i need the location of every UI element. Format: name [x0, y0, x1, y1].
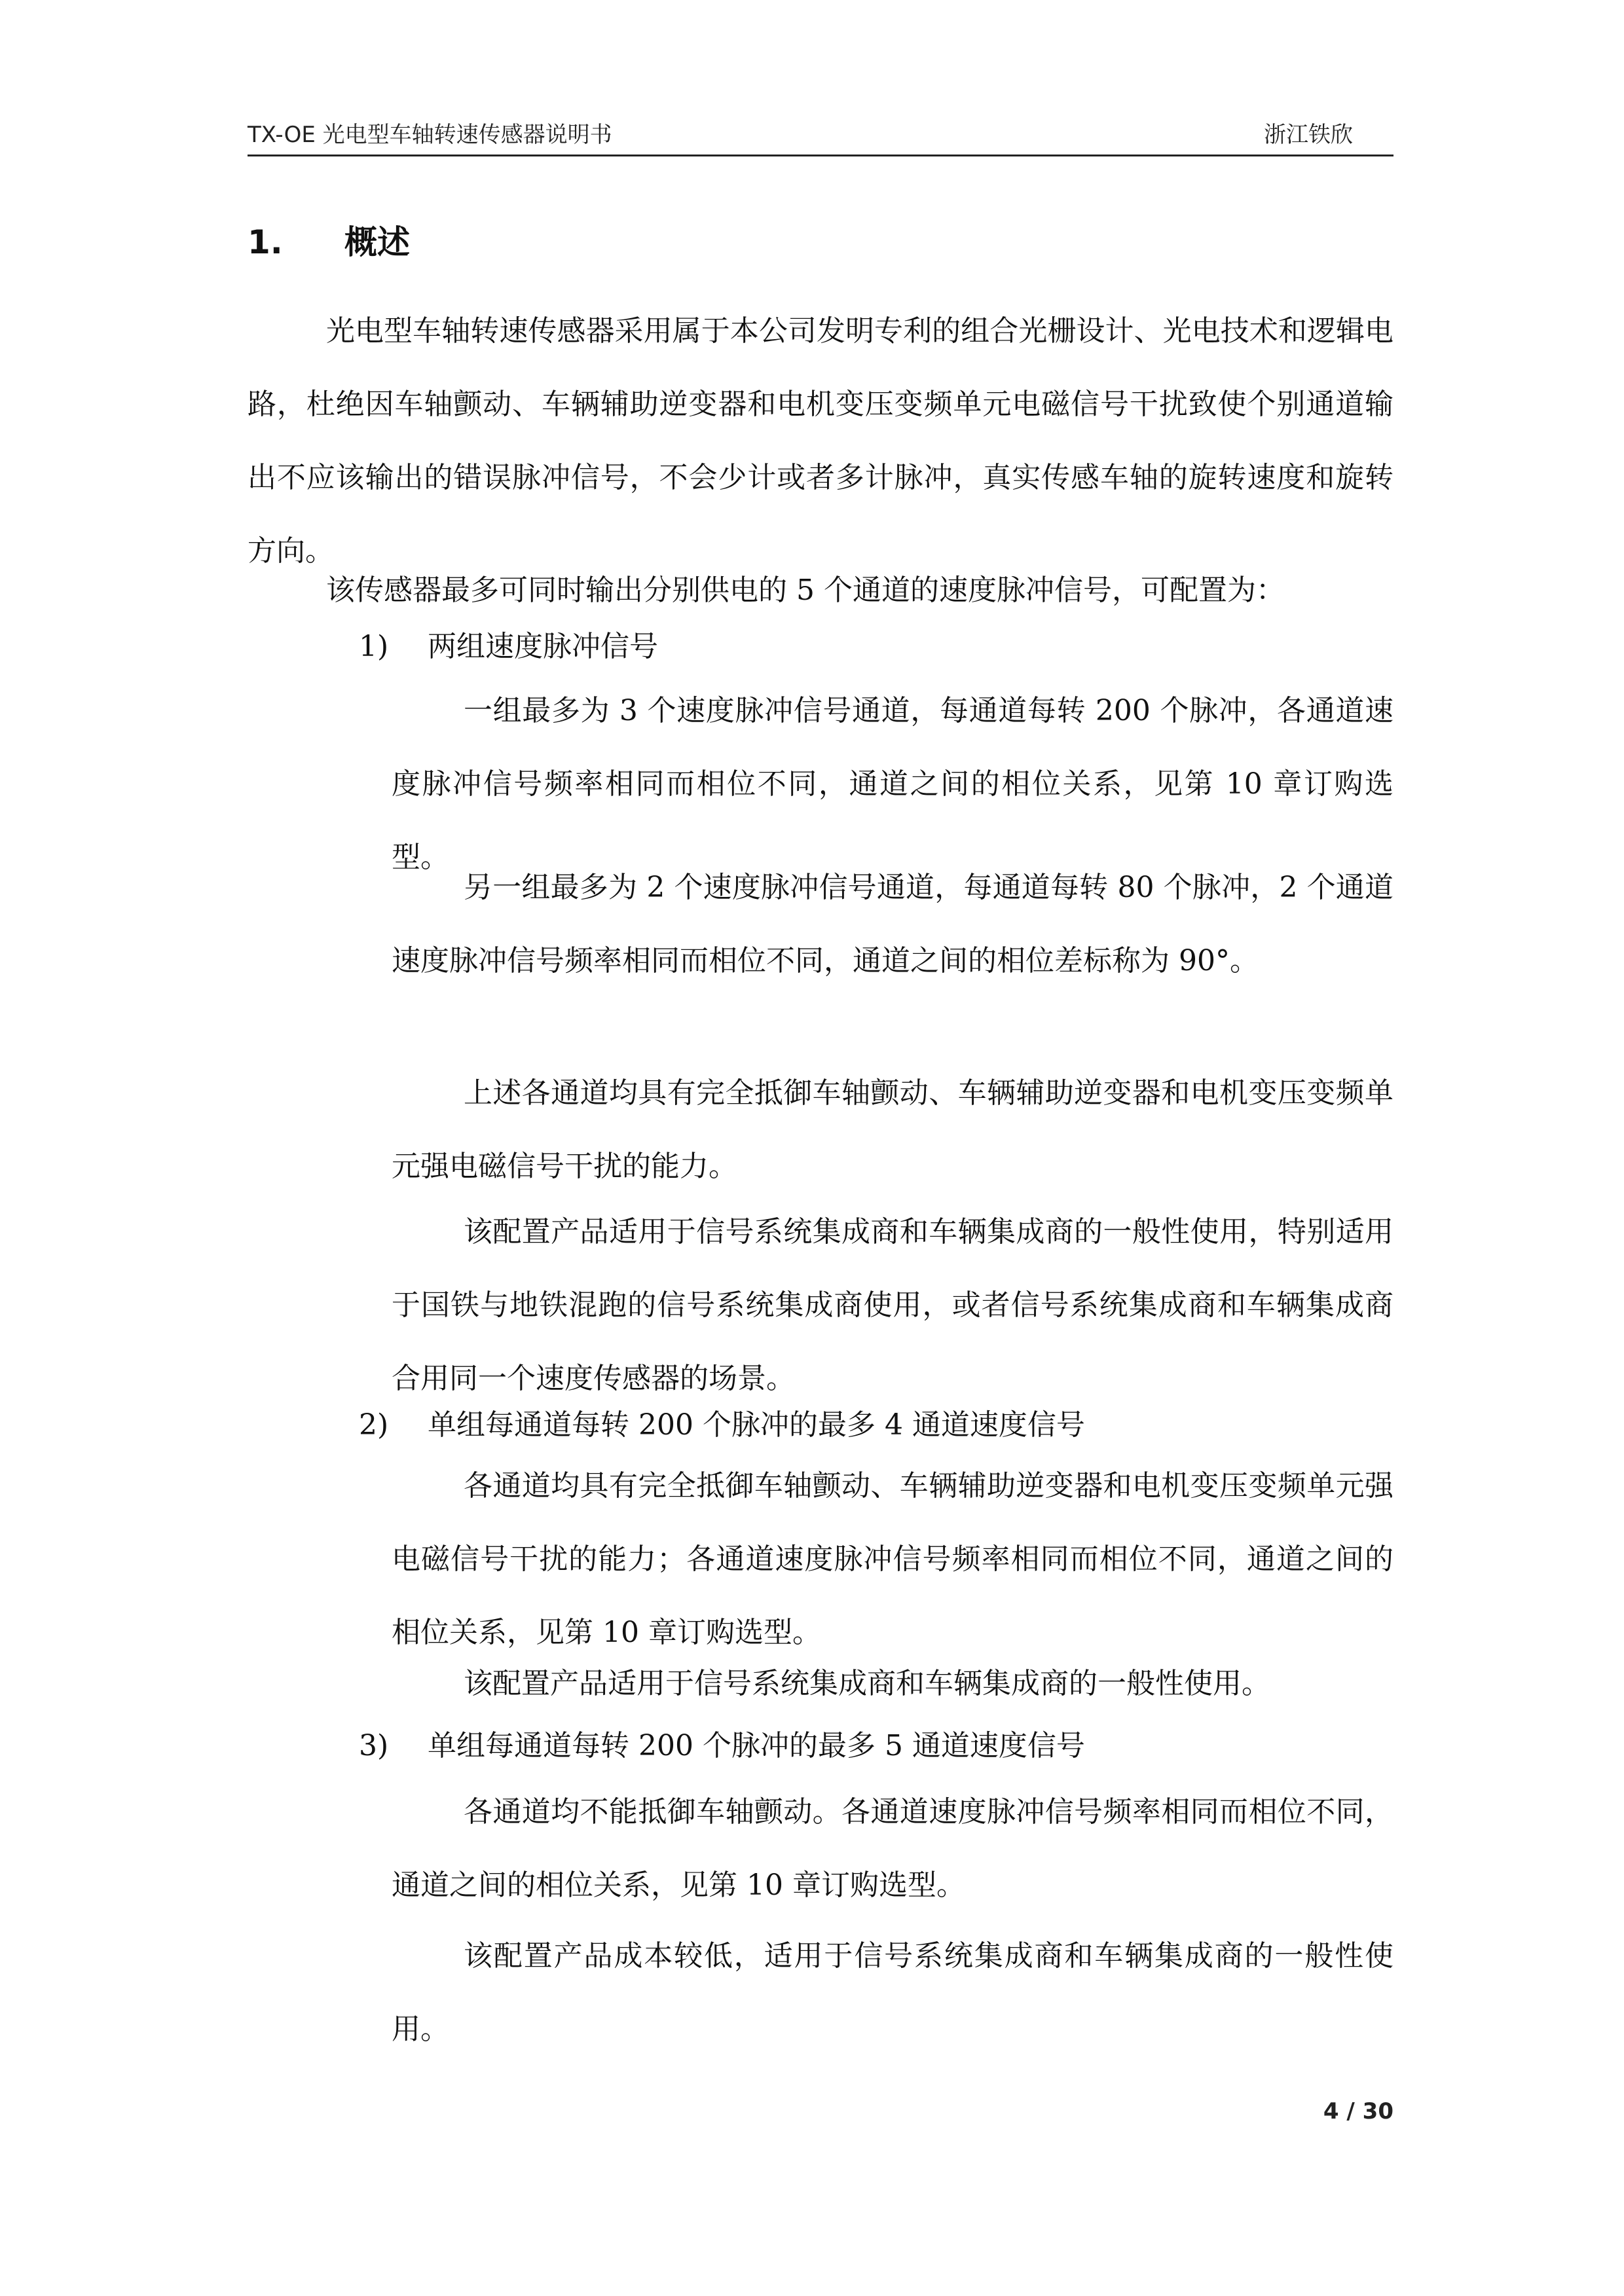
intro-paragraph: 光电型车轴转速传感器采用属于本公司发明专利的组合光栅设计、光电技术和逻辑电路，杜绝因车轴颤动、车辆辅助逆变器和电机变压变频单元电磁信号干扰致使个别通道输出不应该输出的错误脉冲信号，不会少计或者多计脉冲，真实传感车轴的旋转速度和旋转方向。 [248, 314, 1393, 568]
section-title: 概述 [344, 223, 410, 261]
page-number: 4 / 30 [1323, 2098, 1393, 2124]
list-item-1 [359, 610, 1393, 683]
item-1-paragraph-2: 另一组最多为 2 个速度脉冲信号通道，每通道每转 80 个脉冲，2 个通道速度脉冲信号频率相同而相位不同，通道之间的相位差标称为 90°。 [392, 871, 1393, 977]
list-item-title: 单组每通道每转 200 个脉冲的最多 5 通道速度信号 [428, 1729, 1085, 1762]
list-marker: 1) [359, 630, 389, 663]
section-heading [248, 216, 410, 263]
document-title: TX-OE 光电型车轴转速传感器说明书 [248, 122, 612, 148]
item-2-paragraph-2: 该配置产品适用于信号系统集成商和车辆集成商的一般性使用。 [464, 1667, 1270, 1700]
list-marker: 2) [359, 1408, 389, 1442]
list-item-3 [359, 1709, 1393, 1783]
item-2-paragraph-1: 各通道均具有完全抵御车轴颤动、车辆辅助逆变器和电机变压变频单元强电磁信号干扰的能力；各通道速度脉冲信号频率相同而相位不同，通道之间的相位关系，见第 10 章订购选型。 [392, 1469, 1393, 1649]
company-name: 浙江铁欣 [1264, 122, 1353, 148]
item-1-paragraph-4: 该配置产品适用于信号系统集成商和车辆集成商的一般性使用，特别适用于国铁与地铁混跑的信号系统集成商使用，或者信号系统集成商和车辆集成商合用同一个速度传感器的场景。 [392, 1215, 1393, 1395]
list-item-title: 单组每通道每转 200 个脉冲的最多 4 通道速度信号 [428, 1408, 1085, 1442]
item-1-paragraph-1: 一组最多为 3 个速度脉冲信号通道，每通道每转 200 个脉冲，各通道速度脉冲信号频率相同而相位不同，通道之间的相位关系，见第 10 章订购选型。 [392, 694, 1393, 874]
config-intro-paragraph: 该传感器最多可同时输出分别供电的 5 个通道的速度脉冲信号，可配置为： [326, 574, 1285, 607]
item-1-paragraph-3: 上述各通道均具有完全抵御车轴颤动、车辆辅助逆变器和电机变压变频单元强电磁信号干扰的能力。 [392, 1076, 1393, 1183]
section-number: 1. [248, 223, 283, 261]
list-marker: 3) [359, 1729, 389, 1762]
page-header [248, 117, 1393, 156]
item-3-paragraph-2: 该配置产品成本较低，适用于信号系统集成商和车辆集成商的一般性使用。 [392, 1939, 1393, 2046]
item-3-paragraph-1: 各通道均不能抵御车轴颤动。各通道速度脉冲信号频率相同而相位不同，通道之间的相位关系，见第 10 章订购选型。 [392, 1795, 1393, 1902]
list-item-title: 两组速度脉冲信号 [428, 630, 658, 663]
